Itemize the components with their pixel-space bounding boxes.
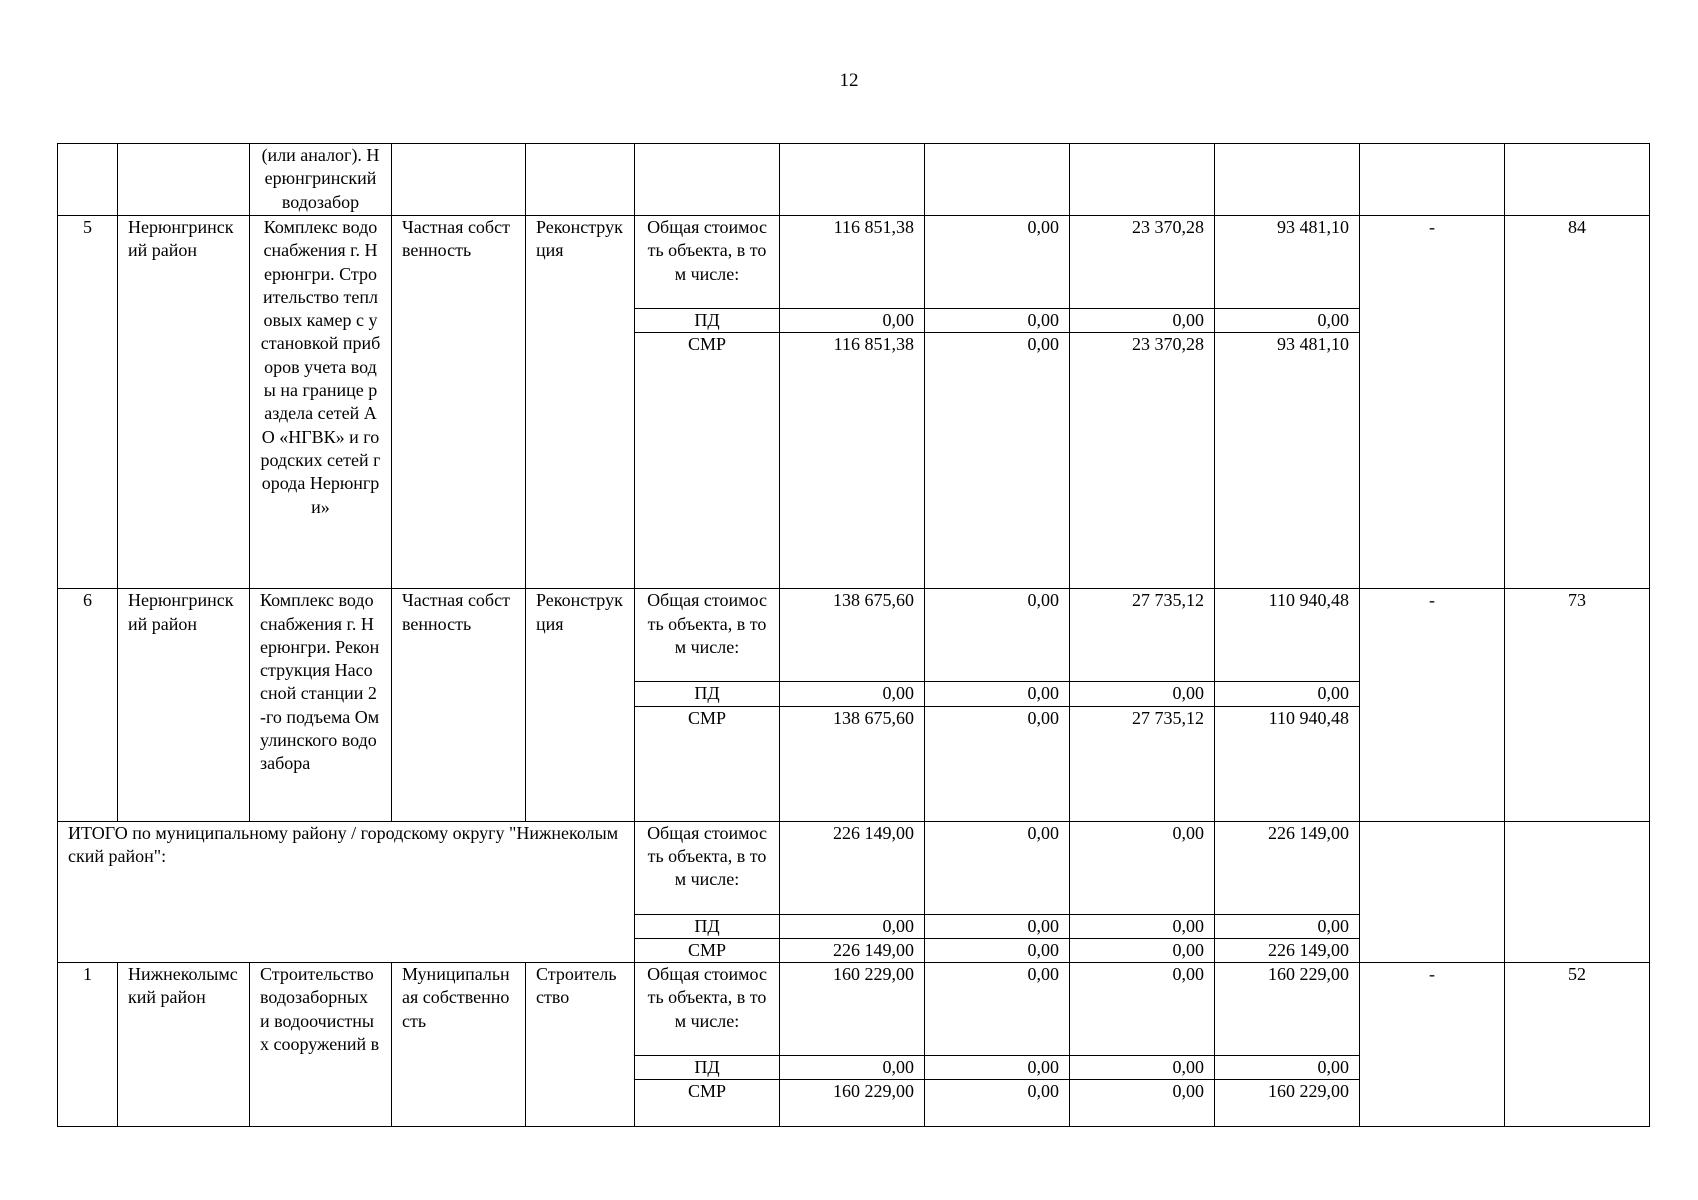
col10-cell	[1360, 821, 1505, 963]
col10-cell: -	[1360, 216, 1505, 589]
ownership-cell: Частная собственность	[392, 589, 526, 821]
value-cell: 27 735,12	[1070, 706, 1215, 821]
value-cell: 93 481,10	[1215, 216, 1360, 309]
cell-value	[1215, 144, 1360, 216]
value-cell: 0,00	[925, 682, 1070, 706]
cell-value	[925, 144, 1070, 216]
value-cell: 138 675,60	[780, 706, 925, 821]
smr-label: СМР	[635, 1080, 780, 1127]
cell-col11	[1505, 144, 1650, 216]
work-type-cell: Строительство	[526, 963, 635, 1127]
pd-label: ПД	[635, 309, 780, 333]
object-name-cell: Комплекс водоснабжения г. Нерюнгри. Реконструкция Насосной станции 2-го подъема Омулинского водозабора	[250, 589, 392, 821]
pd-label: ПД	[635, 682, 780, 706]
value-cell: 0,00	[925, 706, 1070, 821]
itogo-label: ИТОГО по муниципальному району / городскому округу "Нижнеколымский район":	[58, 821, 635, 963]
value-cell: 160 229,00	[1215, 963, 1360, 1056]
value-cell: 0,00	[780, 309, 925, 333]
work-type-cell: Реконструкция	[526, 216, 635, 589]
total-cost-label: Общая стоимость объекта, в том числе:	[635, 821, 780, 914]
value-cell: 0,00	[925, 589, 1070, 682]
value-cell: 0,00	[1070, 914, 1215, 938]
value-cell: 226 149,00	[780, 821, 925, 914]
value-cell: 110 940,48	[1215, 706, 1360, 821]
value-cell: 0,00	[925, 963, 1070, 1056]
cell-value	[1070, 144, 1215, 216]
value-cell: 93 481,10	[1215, 333, 1360, 589]
value-cell: 0,00	[925, 914, 1070, 938]
value-cell: 138 675,60	[780, 589, 925, 682]
value-cell: 160 229,00	[780, 963, 925, 1056]
table-row	[58, 589, 1650, 682]
col11-cell: 73	[1505, 589, 1650, 821]
value-cell: 0,00	[925, 821, 1070, 914]
value-cell: 0,00	[925, 216, 1070, 309]
cell-name: (или аналог). Нерюнгринский водозабор	[250, 144, 392, 216]
table-row	[58, 216, 1650, 309]
col10-cell: -	[1360, 963, 1505, 1127]
cell-district	[118, 144, 250, 216]
cell-ownership	[392, 144, 526, 216]
object-name-cell: Строительство водозаборных и водоочистных сооружений в	[250, 963, 392, 1127]
value-cell: 0,00	[1070, 938, 1215, 962]
value-cell: 160 229,00	[1215, 1080, 1360, 1127]
total-cost-label: Общая стоимость объекта, в том числе:	[635, 589, 780, 682]
value-cell: 0,00	[1070, 682, 1215, 706]
ownership-cell: Муниципальная собственность	[392, 963, 526, 1127]
row-number: 6	[58, 589, 118, 821]
value-cell: 0,00	[925, 1056, 1070, 1080]
value-cell: 0,00	[1215, 309, 1360, 333]
value-cell: 0,00	[1070, 1056, 1215, 1080]
col10-cell: -	[1360, 589, 1505, 821]
value-cell: 0,00	[925, 1080, 1070, 1127]
district-cell: Нижнеколымский район	[118, 963, 250, 1127]
itogo-row	[58, 821, 1650, 914]
smr-label: СМР	[635, 706, 780, 821]
value-cell: 116 851,38	[780, 216, 925, 309]
pd-label: ПД	[635, 914, 780, 938]
value-cell: 0,00	[925, 309, 1070, 333]
value-cell: 226 149,00	[1215, 821, 1360, 914]
value-cell: 0,00	[1070, 309, 1215, 333]
value-cell: 110 940,48	[1215, 589, 1360, 682]
cell-value	[780, 144, 925, 216]
smr-label: СМР	[635, 938, 780, 962]
value-cell: 226 149,00	[1215, 938, 1360, 962]
value-cell: 0,00	[1070, 963, 1215, 1056]
value-cell: 0,00	[1070, 821, 1215, 914]
value-cell: 116 851,38	[780, 333, 925, 589]
smr-label: СМР	[635, 333, 780, 589]
value-cell: 0,00	[780, 1056, 925, 1080]
value-cell: 226 149,00	[780, 938, 925, 962]
total-cost-label: Общая стоимость объекта, в том числе:	[635, 963, 780, 1056]
table-row	[58, 963, 1650, 1056]
cell-work-type	[526, 144, 635, 216]
pd-label: ПД	[635, 1056, 780, 1080]
ownership-cell: Частная собственность	[392, 216, 526, 589]
cell-type	[635, 144, 780, 216]
value-cell: 23 370,28	[1070, 333, 1215, 589]
col11-cell: 84	[1505, 216, 1650, 589]
value-cell: 0,00	[925, 938, 1070, 962]
continuation-row	[58, 144, 1650, 216]
col11-cell: 52	[1505, 963, 1650, 1127]
value-cell: 0,00	[1215, 1056, 1360, 1080]
row-number: 5	[58, 216, 118, 589]
value-cell: 23 370,28	[1070, 216, 1215, 309]
district-cell: Нерюнгринский район	[118, 589, 250, 821]
row-number: 1	[58, 963, 118, 1127]
page-number: 12	[839, 70, 859, 91]
value-cell: 0,00	[1215, 914, 1360, 938]
value-cell: 27 735,12	[1070, 589, 1215, 682]
cell-col10	[1360, 144, 1505, 216]
investment-table	[57, 143, 1650, 1127]
total-cost-label: Общая стоимость объекта, в том числе:	[635, 216, 780, 309]
value-cell: 0,00	[1070, 1080, 1215, 1127]
district-cell: Нерюнгринский район	[118, 216, 250, 589]
value-cell: 0,00	[1215, 682, 1360, 706]
col11-cell	[1505, 821, 1650, 963]
value-cell: 0,00	[780, 682, 925, 706]
cell-num	[58, 144, 118, 216]
object-name-cell: Комплекс водоснабжения г. Нерюнгри. Строительство тепловых камер с установкой приборов учета воды на границе раздела сетей АО «НГВК» и городских сетей города Нерюнгри»	[250, 216, 392, 589]
value-cell: 0,00	[780, 914, 925, 938]
value-cell: 160 229,00	[780, 1080, 925, 1127]
value-cell: 0,00	[925, 333, 1070, 589]
work-type-cell: Реконструкция	[526, 589, 635, 821]
